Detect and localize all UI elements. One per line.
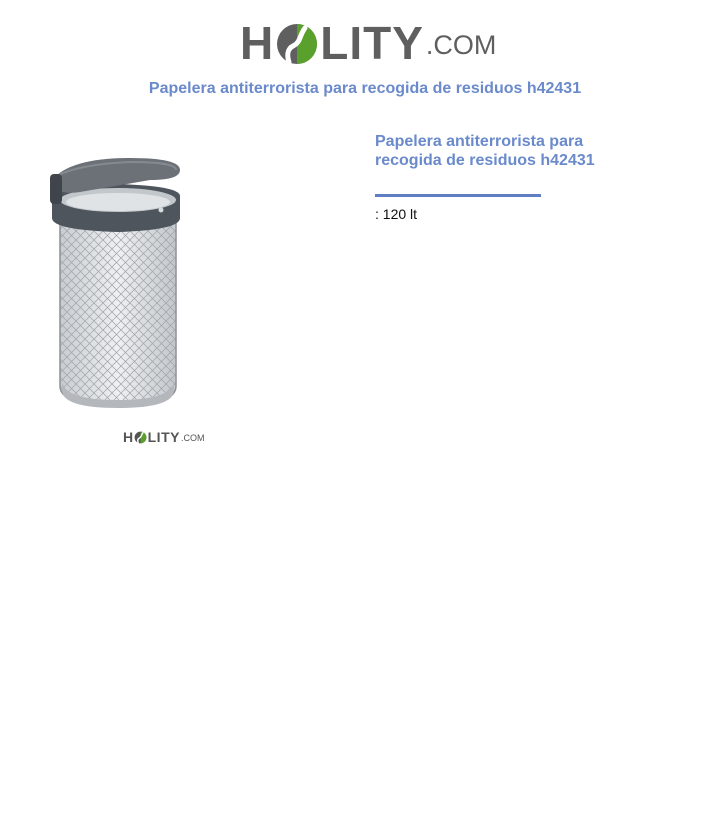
- logo-tld: .COM: [425, 30, 497, 60]
- watermark-letters-lity: LITY: [147, 429, 180, 445]
- capacity-spec: : 120 lt: [375, 206, 418, 222]
- logo-letter-h: H: [240, 17, 275, 69]
- logo-o-icon: [275, 22, 319, 66]
- logo-wordmark: [240, 17, 424, 69]
- watermark-wordmark: [123, 430, 180, 444]
- logo-letters-lity: LITY: [320, 17, 424, 69]
- product-heading: Papelera antiterrorista para recogida de residuos h42431: [375, 133, 595, 169]
- heading-underline: [375, 194, 541, 197]
- page-title: Papelera antiterrorista para recogida de residuos h42431: [148, 80, 582, 97]
- watermark-o-icon: [134, 431, 147, 444]
- watermark-logo: [123, 430, 204, 444]
- watermark-letter-h: H: [123, 429, 134, 445]
- product-image: [40, 150, 190, 412]
- site-logo[interactable]: [240, 12, 497, 69]
- watermark-tld: .COM: [180, 433, 205, 443]
